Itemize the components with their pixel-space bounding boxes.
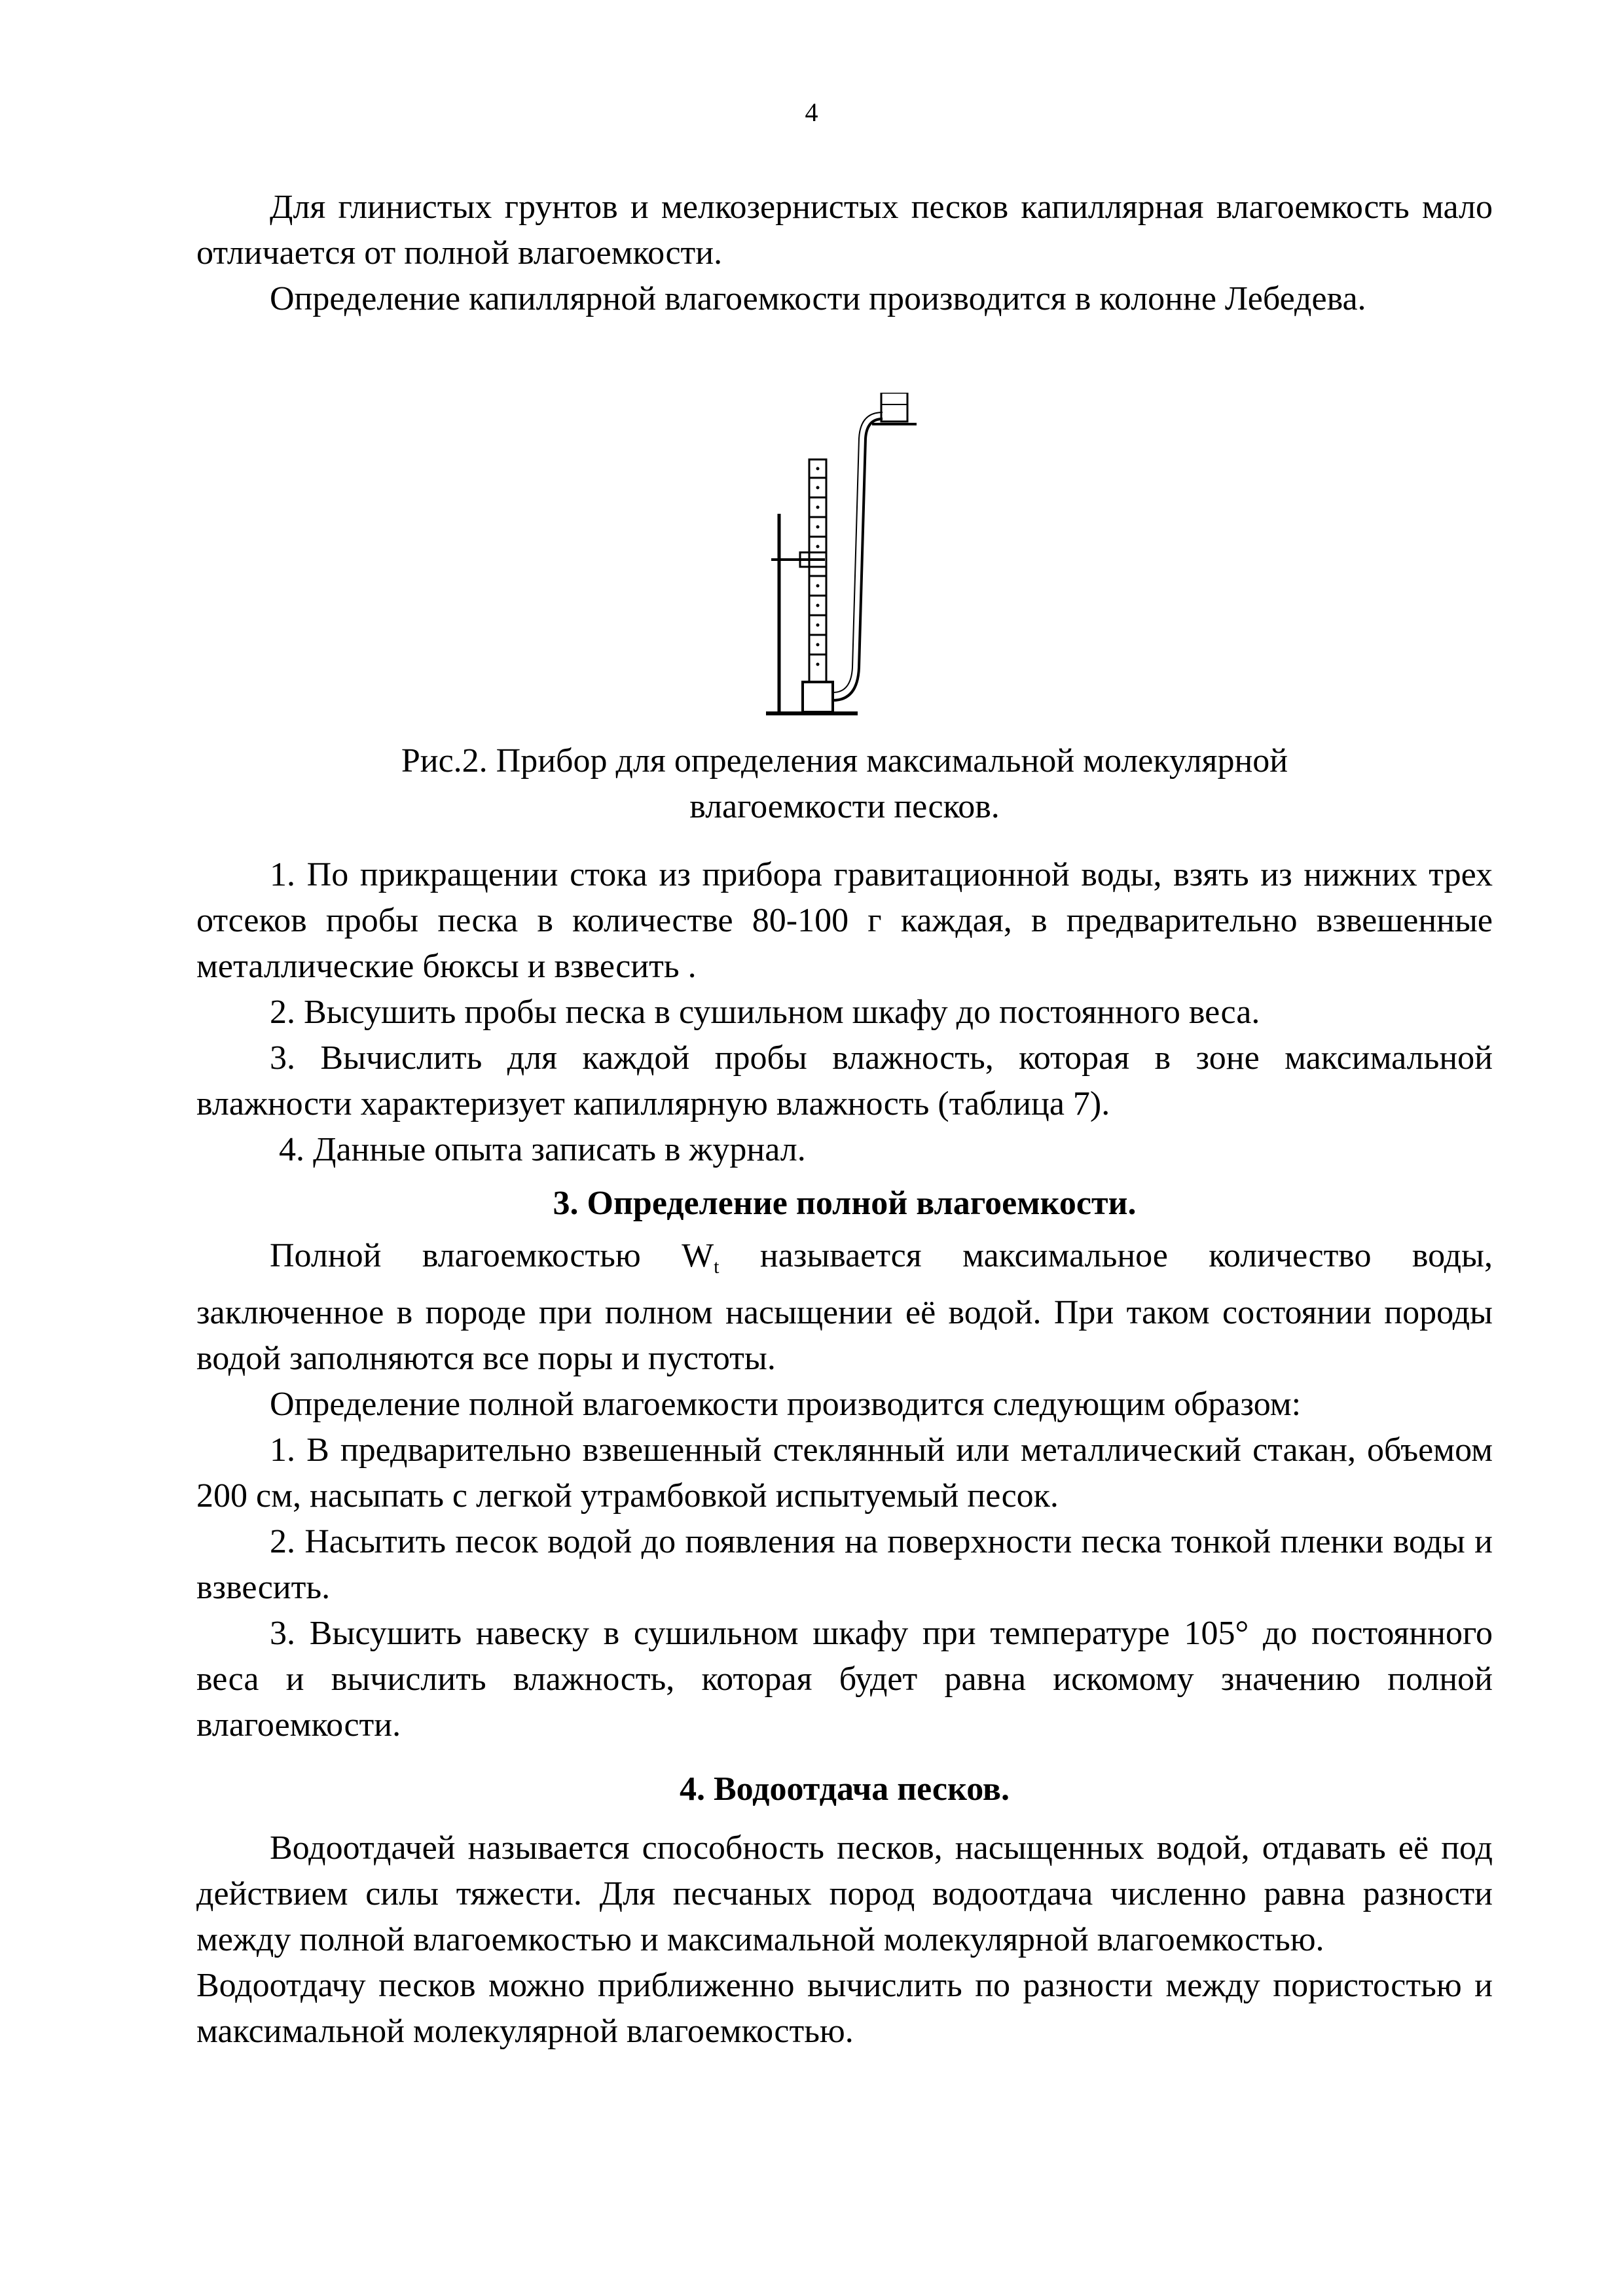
section-3-heading: 3. Определение полной влагоемкости.	[553, 1185, 1137, 1222]
list-item: 1. По прикращении стока из прибора гравитационной воды, взять из нижних трех отсеков пробы песка в количестве 80-100 г каждая, в предварительно взвешенные металлические бюксы и взвесить .	[196, 856, 1493, 985]
list-item: 3. Высушить навеску в сушильном шкафу при температуре 105° до постоянного веса и вычислить влажность, которая будет равна искомому значению полной влагоемкости.	[196, 1615, 1493, 1744]
section-4-heading: 4. Водоотдача песков.	[679, 1770, 1010, 1808]
section-3-definition	[196, 1233, 1493, 1382]
figure-caption-line-1: Рис.2. Прибор для определения максимальной молекулярной	[401, 742, 1288, 780]
intro-block	[196, 185, 1493, 322]
section-4-paragraph-2: Водоотдачу песков можно приближенно вычислить по разности между пористостью и максимальной молекулярной влагоемкостью.	[196, 1967, 1493, 2050]
list-item: 1. В предварительно взвешенный стеклянный или металлический стакан, объемом 200 см, насыпать с легкой утрамбовкой испытуемый песок.	[196, 1431, 1493, 1515]
definition-text-end: называется максимальное количество воды, заключенное в породе при полном насыщении её водой. При таком состоянии породы водой заполняются все поры и пустоты.	[196, 1237, 1493, 1377]
section-4-paragraph-1: Водоотдачей называется способность песков, насыщенных водой, отдавать её под действием силы тяжести. Для песчаных пород водоотдача численно равна разности между полной влагоемкостью и максимальной молекулярной влагоемкостью.	[196, 1829, 1493, 1958]
list-item: 3. Вычислить для каждой пробы влажность, которая в зоне максимальной влажности характеризует капиллярную влажность (таблица 7).	[196, 1039, 1493, 1122]
page-number: 4	[805, 98, 818, 127]
definition-subscript: t	[714, 1256, 720, 1278]
figure-caption	[196, 738, 1493, 830]
list-item: 4. Данные опыта записать в журнал.	[279, 1131, 806, 1168]
figure-caption-line-2: влагоемкости песков.	[689, 788, 1000, 825]
lebedev-column-figure	[759, 393, 956, 733]
intro-paragraph-2: Определение капиллярной влагоемкости производится в колонне Лебедева.	[270, 280, 1366, 317]
apparatus-illustration	[759, 393, 917, 713]
list-item: 2. Насытить песок водой до появления на поверхности песка тонкой пленки воды и взвесить.	[196, 1523, 1493, 1606]
definition-text-start: Полной влагоемкостью W	[270, 1237, 714, 1274]
capillary-steps	[196, 852, 1493, 2054]
intro-paragraph-1: Для глинистых грунтов и мелкозернистых песков капиллярная влагоемкость мало отличается от полной влагоемкости.	[196, 188, 1493, 272]
section-3-method: Определение полной влагоемкости производится следующим образом:	[270, 1386, 1302, 1423]
list-item: 2. Высушить пробы песка в сушильном шкафу до постоянного веса.	[270, 994, 1260, 1031]
